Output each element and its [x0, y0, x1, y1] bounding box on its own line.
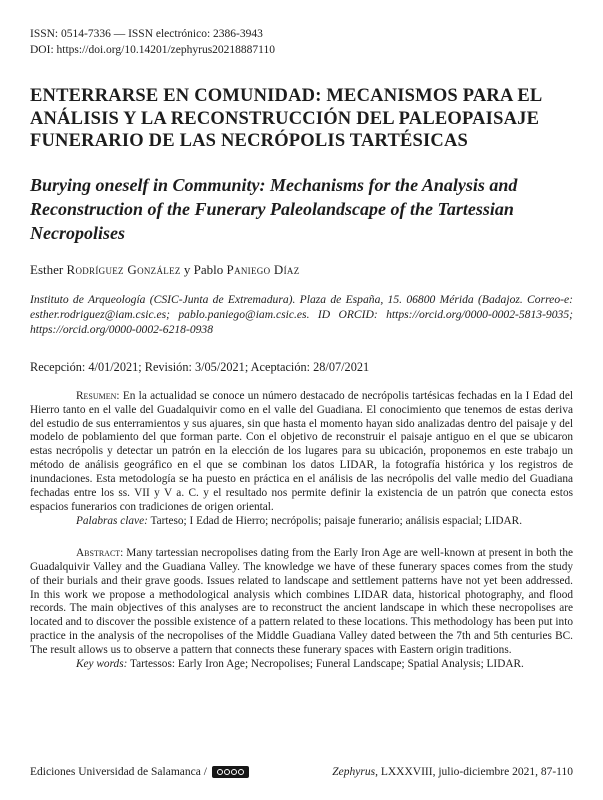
- key-words-text: Tartessos: Early Iron Age; Necropolises; Funeral Landscape; Spatial Analysis; LIDAR.: [127, 658, 524, 671]
- resumen-text: En la actualidad se conoce un número destacado de necrópolis tartésicas fechadas en la I Edad del Hierro tanto en el valle del Guadalquivir como en el valle del Guadiana. El conocimiento que tenemos de estas deriva del estudio de sus enterramientos y sus ajuares, sin que hasta el momento hayan sido analizadas dentro del paisaje y del modelo de poblamiento del que forman parte. Con el objetivo de reconstruir el paisaje antiguo en el que se ubicaron estas necrópolis y detectar un patrón en la elección de los lugares para su ubicación, proponemos en este trabajo un método de análisis geográfico en el que se combinan los datos LIDAR, la fotografía histórica y los registros de inundaciones. Esta metodología se ha puesto en práctica en el análisis de las necrópolis del valle medio del Guadiana fechadas entre los ss. VII y V a. C. y el resultado nos permite definir la existencia de un patrón que conecta estos espacios funerarios con tradiciones de origen oriental.: [30, 389, 573, 513]
- cc-nd-circle-icon: [238, 769, 244, 775]
- cc-circle-icon: [217, 769, 223, 775]
- cc-license-icon: [212, 766, 249, 778]
- submission-dates-line: Recepción: 4/01/2021; Revisión: 3/05/2021; Aceptación: 28/07/2021: [30, 359, 370, 374]
- affiliation-block: [30, 292, 573, 338]
- orcid-link-1[interactable]: https://orcid.org/0000-0002-5813-9035: [386, 307, 570, 321]
- abstract-paragraph: [30, 547, 573, 658]
- page-footer: [30, 766, 573, 778]
- resumen-paragraph: [30, 390, 573, 515]
- author-2-given-name: Pablo: [193, 261, 227, 277]
- author-1-family-name: Rodríguez González: [66, 261, 181, 277]
- cc-by-circle-icon: [224, 769, 230, 775]
- footer-publisher: [30, 766, 249, 778]
- abstract-label: Abstract:: [76, 546, 124, 559]
- resumen-label: Resumen:: [76, 389, 120, 402]
- author-2-family-name: Paniego Díaz: [226, 261, 300, 277]
- affiliation-text: Instituto de Arqueología (CSIC-Junta de Extremadura). Plaza de España, 15. 06800 Mérida (Badajoz. Correo-e: esther.rodriguez@iam.csic.es; pablo.paniego@iam.csic.es. ID ORCID:: [30, 292, 573, 321]
- journal-issue-info: , LXXXVIII, julio-diciembre 2021, 87-110: [375, 766, 573, 778]
- orcid-separator: ;: [569, 307, 573, 321]
- footer-journal-citation: [332, 766, 573, 778]
- key-words-label: Key words:: [76, 658, 128, 671]
- key-words-line: [30, 658, 573, 672]
- orcid-link-2[interactable]: https://orcid.org/0000-0002-6218-0938: [30, 323, 214, 337]
- issn-line: ISSN: 0514-7336 — ISSN electrónico: 2386-3943: [30, 28, 263, 40]
- palabras-clave-label: Palabras clave:: [76, 514, 148, 527]
- article-title-english: Burying oneself in Community: Mechanisms for the Analysis and Reconstruction of the Funerary Paleolandscape of the Tartessian Necropolises: [30, 174, 518, 243]
- authors-connector: y: [180, 261, 194, 277]
- cc-nc-circle-icon: [231, 769, 237, 775]
- abstract-section: [30, 547, 573, 672]
- article-title-spanish: ENTERRARSE EN COMUNIDAD: MECANISMOS PARA EL ANÁLISIS Y LA RECONSTRUCCIÓN DEL PALEOPAISAJE FUNERARIO DE LAS NECRÓPOLIS TARTÉSICAS: [30, 86, 542, 151]
- publisher-text: Ediciones Universidad de Salamanca /: [30, 766, 207, 778]
- journal-name: Zephyrus: [332, 766, 376, 778]
- abstract-text: Many tartessian necropolises dating from the Early Iron Age are well-known at present in both the Guadalquivir Valley and the Guadiana Valley. The knowledge we have of these funerary spaces comes from the study of their burials and their grave goods. Issues related to landscape and settlement patterns have not yet been addressed. In this work we propose a methodological analysis which combines LIDAR data, historical photography, and flood records. The main objectives of this analyses are to reconstruct the ancient landscape in which these necropolises are located and to discover the possible existence of a pattern related to these locations. This methodology has been put into practice in the analysis of the necropolises of the Middle Guadiana Valley dated between the 7th and 5th centuries BC. The result allows us to observe a pattern that connects these funerary spaces with Eastern origin traditions.: [30, 546, 573, 657]
- doi-line[interactable]: DOI: https://doi.org/10.14201/zephyrus20218887110: [30, 44, 276, 56]
- palabras-clave-line: [30, 515, 573, 529]
- palabras-clave-text: Tarteso; I Edad de Hierro; necrópolis; paisaje funerario; análisis espacial; LIDAR.: [147, 514, 523, 527]
- resumen-section: [30, 390, 573, 529]
- journal-meta: [30, 26, 573, 58]
- author-1-given-name: Esther: [30, 261, 67, 277]
- authors-line: [30, 262, 573, 278]
